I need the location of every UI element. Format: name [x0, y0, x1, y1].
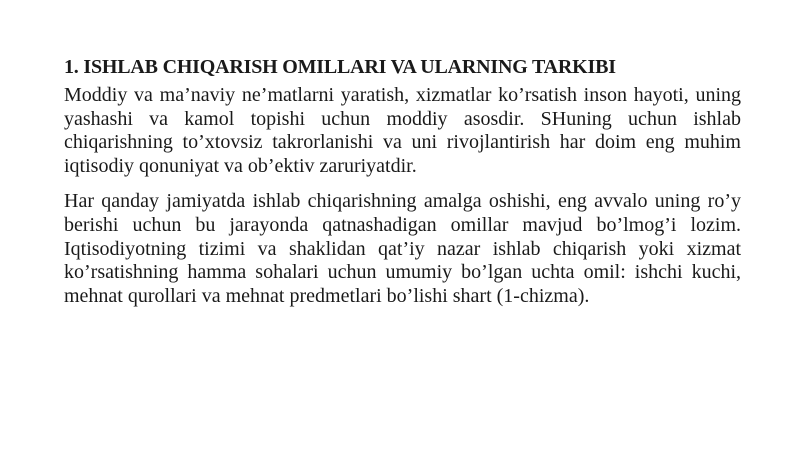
paragraph-2: Har qanday jamiyatda ishlab chiqarishning amalga oshishi, eng avvalo uning ro’y berishi uchun bu jarayonda qatnashadigan omillar mavjud bo’lmog’i lozim. Iqtisodiyotning tizimi va shaklidan qat’iy nazar ishlab chiqarish yoki xizmat ko’rsatishning hamma sohalari uchun umumiy bo’lgan uchta omil: ishchi kuchi, mehnat qurollari va mehnat predmetlari bo’lishi shart (1-chizma).	[64, 190, 741, 307]
section-heading: 1. ISHLAB CHIQARISH OMILLARI VA ULARNING TARKIBI	[64, 56, 616, 78]
document-slide	[64, 54, 741, 320]
paragraph-1: Moddiy va ma’naviy ne’matlarni yaratish, xizmatlar ko’rsatish inson hayoti, uning yashashi va kamol topishi uchun moddiy asosdir. SHuning uchun ishlab chiqarishning to’xtovsiz takrorlanishi va uni rivojlantirish har doim eng muhim iqtisodiy qonuniyat va ob’ektiv zaruriyatdir.	[64, 84, 741, 177]
